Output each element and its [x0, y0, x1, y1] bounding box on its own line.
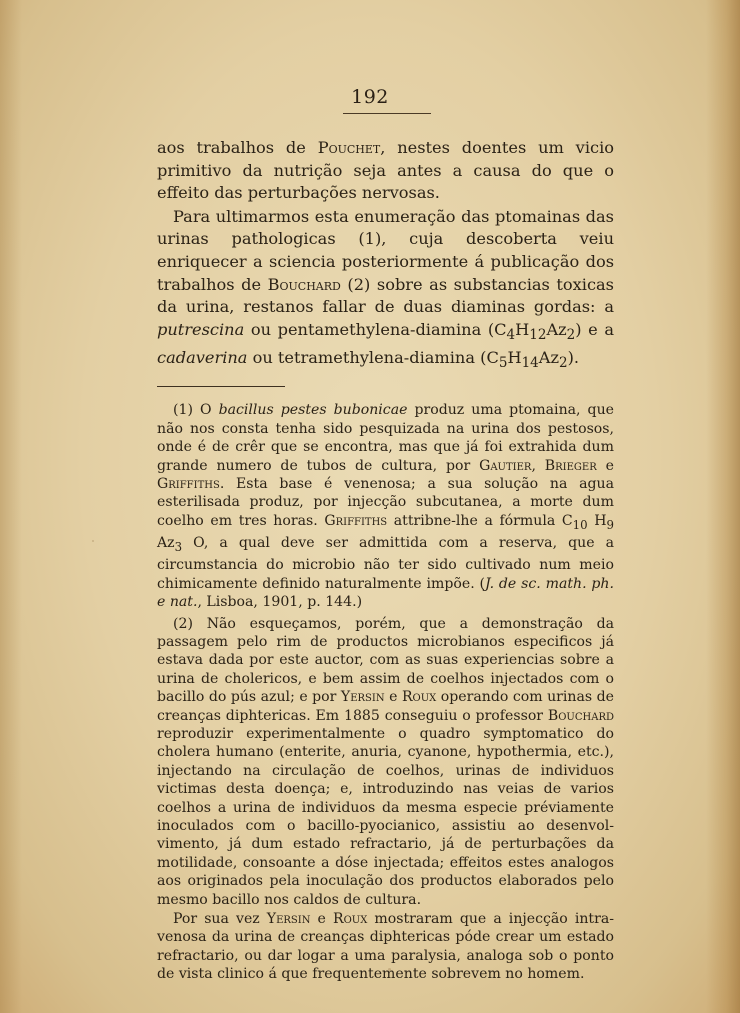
author-name: Griffiths [157, 476, 220, 493]
text-segment: mostraram que a injecção intravenosa da urina de creanças diphtericas póde crear um estado refractario, ou dar logar a uma paralysia, analoga sob o ponto de vista clinico á que frequentemente sobrevem no homem. [157, 911, 614, 983]
text-segment: attribne-lhe a fórmula C [387, 512, 573, 529]
formula-subscript: 2 [566, 326, 576, 343]
text-segment: e [596, 457, 614, 474]
author-name: Brieger [544, 457, 597, 474]
text-segment: O, a qual deve ser admittida com a reserva, que a circumstancia do microbio não ter sido cultivado num meio chimicamente definido naturalmente impõe. ( [157, 535, 614, 592]
author-name: Yersin [266, 911, 311, 927]
italic-term: putrescina [157, 319, 245, 339]
text-segment: ou pentamethylena-diamina (C [244, 319, 507, 339]
body-text [157, 137, 614, 374]
text-segment: ) e a [575, 319, 615, 339]
text-segment: , Lisboa, 1901, p. 144.) [197, 594, 363, 611]
author-name: Yersin [340, 689, 385, 706]
formula-subscript: 3 [174, 539, 183, 554]
text-segment: reproduzir experimentalmente o quadro symptomatico do cholera humano (enterite, anuria, cyanone, hypothermia, etc.), injectando na circulação de coelhos, urinas de individuos victimas desta doença; e, introduzindo nas veias de varios coelhos a urina de individuos da mesma especie préviamente inoculados com o bacillo-pyocianico, assistiu ao desenvolvimento, já dum estado refractario, já de perturbações da motilidade, consoante a dóse injectada; effeitos estes analogos aos originados pela inoculação dos productos elaborados pelo mesmo bacillo nos caldos de cultura. [157, 725, 614, 908]
body-paragraph [157, 206, 614, 375]
text-segment: Az [546, 319, 567, 339]
author-name: Roux [332, 911, 368, 927]
text-segment: produz uma ptomaina, que não nos consta tenha sido pesquizada na urina dos pestosos, onde é de crêr que se encontra, mas que já foi extrahida dum grande numero de tubos de cultura, por [157, 402, 614, 474]
formula-subscript: 4 [506, 326, 516, 343]
footnote-separator [157, 386, 285, 387]
text-segment: Az [538, 347, 559, 367]
formula-subscript: 5 [498, 354, 508, 371]
formula-subscript: 9 [606, 517, 614, 532]
author-name: Gautier [479, 457, 532, 474]
author-name: Griffiths [324, 512, 388, 529]
text-segment: H [507, 347, 522, 367]
formula-subscript: 2 [558, 354, 568, 371]
italic-term: bacillus pestes bubonicae [218, 402, 408, 419]
text-segment: e [384, 689, 402, 706]
author-name: Roux [401, 689, 437, 706]
text-segment: ). [567, 347, 580, 367]
text-segment: Por sua vez [173, 911, 267, 927]
page-content [157, 137, 614, 984]
footnote-paragraph [157, 615, 614, 910]
text-segment: , [531, 457, 545, 474]
text-segment: e [310, 911, 333, 927]
author-name: Bouchard [547, 707, 614, 724]
formula-subscript: 12 [529, 326, 547, 343]
footnotes [157, 401, 614, 983]
text-segment: (1) O [173, 402, 219, 419]
text-segment: H [587, 512, 607, 529]
text-segment: Para ultimarmos esta enumeração das ptomainas das urinas pathologicas (1), cuja descoberta veiu enriquecer a sciencia posteriormente á publicação dos trabalhos de [157, 206, 614, 294]
page-number: 192 [351, 86, 389, 108]
text-segment: . Esta base é venenosa; a sua solução na agua esterilisada produz, por injecção subcutanea, a morte dum coelho em tres horas. [157, 476, 614, 529]
italic-term: J. de sc. math. ph. e nat. [157, 575, 614, 611]
footnote-paragraph [157, 401, 614, 611]
text-segment: aos trabalhos de [157, 138, 318, 157]
text-segment: (2) sobre as substancias toxicas da urina, restanos fallar de duas diaminas gordas: a [157, 274, 614, 317]
formula-subscript: 14 [521, 354, 539, 371]
text-segment: (2) Não esqueçamos, porém, que a demonstração da passagem pelo rim de productos microbianos especificos já estava dada por este auctor, com as suas experiencias sobre a urina de cholericos, e bem assim de coelhos injectados com o bacillo do pús azul; e por [157, 615, 614, 706]
formula-subscript: 10 [572, 517, 588, 532]
body-paragraph [157, 137, 614, 205]
author-name: Pouchet [317, 138, 381, 157]
italic-term: cadaverina [157, 347, 248, 367]
text-segment: operando com urinas de creanças diphtericas. Em 1885 conseguiu o professor [157, 689, 614, 724]
text-segment: Az [157, 535, 175, 552]
text-segment: ou tetramethylena-diamina (C [247, 347, 499, 367]
footnote-paragraph [157, 910, 614, 984]
text-segment: , nestes doentes um vicio primitivo da nutrição seja antes a causa do que o effeito das perturbações nervosas. [157, 138, 614, 203]
header-rule [343, 113, 431, 114]
paper-stain [92, 540, 94, 542]
author-name: Bouchard [267, 274, 341, 294]
text-segment: H [515, 319, 530, 339]
